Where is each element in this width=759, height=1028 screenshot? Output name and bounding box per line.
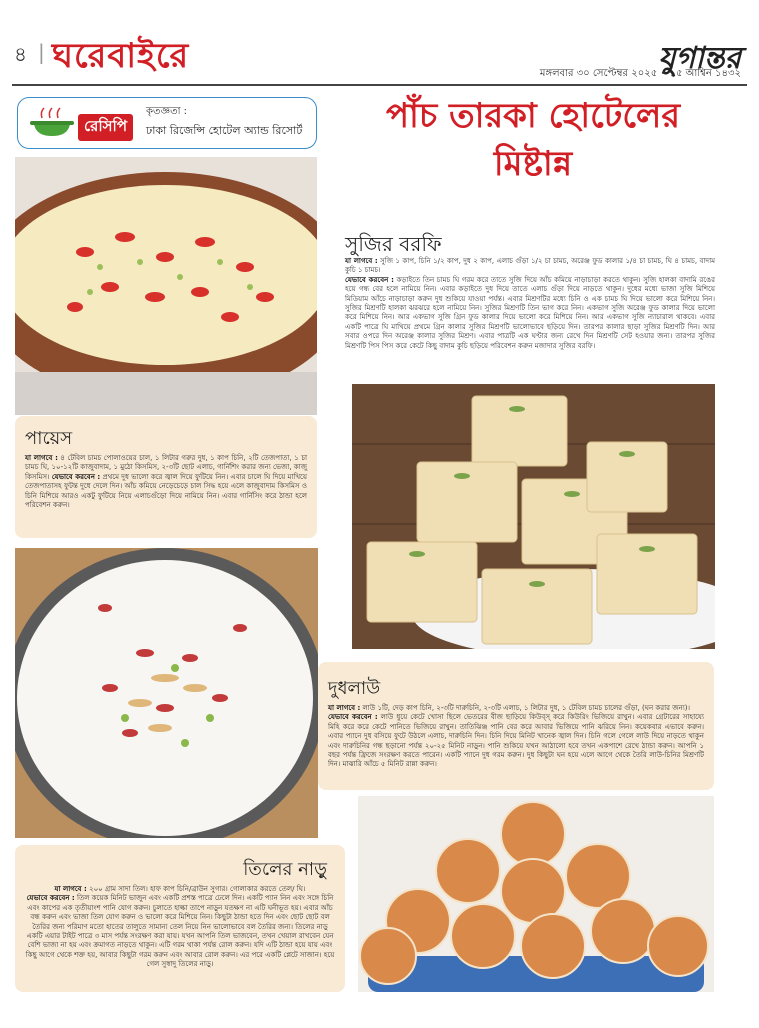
- newspaper-masthead: যুগান্তর: [658, 41, 741, 76]
- ingredients-text: লাউ ১টি, দেড় কাপ চিনি, ২-৩টি দারুচিনি, ২-৩টি এলাচ, ১ লিটার দুধ, ১ টেবিল চামচ চালের গুঁড়া, (ঘন করার জন্য)।: [362, 704, 690, 712]
- page-number: ৪: [14, 42, 27, 66]
- credit-name: ঢাকা রিজেন্সি হোটেল অ্যান্ড রিসোর্ট: [146, 124, 303, 137]
- recipe-credit-badge: [17, 97, 317, 149]
- ingredients-label: যা লাগবে :: [345, 257, 378, 265]
- til-naru-recipe-panel: [15, 845, 345, 992]
- recipe-title-payesh: পায়েস: [25, 428, 73, 449]
- dudh-lau-recipe-panel: [318, 662, 714, 790]
- dudh-lau-photo: [15, 548, 318, 838]
- section-title: ঘরেবাইরে: [52, 36, 190, 76]
- recipe-body-til-naru: [25, 885, 335, 970]
- method-label: যেভাবে করবেন :: [26, 894, 75, 903]
- method-text: তিল কয়েক মিনিট ভাজুন এবং একটি প্রশস্ত পাত্রে ঢেলে দিন। একটি প্যান নিন এবং সঙ্গে চিনি এবং কাপের এক তৃতীয়াংশ পানি যোগ করুন। চুলাতে হাল্কা তাপে নাড়ুন যতক্ষণ না এটি ঘনীভূত হয়। এবার আঁচ বন্ধ করুন এবং ভাজা তিল যোগ করুন ও ভালো করে মিশিয়ে নিন। কিছুটা ঠান্ডা হতে দিন এবং ছোট ছোট বল তৈরির জন্য পরিমাণ মতো হাতের তালুতে সামান্য তেল নিয়ে নিন ভালোভাবে বল তৈরির জন্য। তিলের নাড়ু একটি এয়ার টাইট পাত্রে ৩ মাস পর্যন্ত সংরক্ষণ করা যায়। যখন আপনি তিল ভাজবেন, তখন খেয়াল রাখবেন যেন বেশি ভাজা না হয় এবং ক্রমাগত নাড়তে থাকুন। এটি গরম থাকা পর্যন্ত রোল করুন। যদি এটি ঠান্ডা হয়ে যায় এবং কিছু আগে থেকে শক্ত হয়, আবার কিছুটা গরম করুন এবং আবার রোল করুন। এর পরে একটি প্লেটে সাজান। হয়ে গেল সুস্বাদু তিলের নাড়ু।: [25, 894, 335, 969]
- recipe-title-til-naru: তিলের নাড়ু: [243, 859, 327, 880]
- method-label: যেভাবে করবেন :: [328, 713, 378, 722]
- ingredients-label: যা লাগবে :: [25, 454, 58, 462]
- recipe-label: রেসিপি: [78, 114, 133, 141]
- headline-line-1: পাঁচ তারকা হোটেলের: [385, 96, 681, 136]
- credit-title: কৃতজ্ঞতা :: [146, 106, 188, 117]
- page-headline: [318, 92, 748, 188]
- method-label: যেভাবে করবেন :: [345, 275, 394, 284]
- ingredients-label: যা লাগবে :: [328, 704, 361, 712]
- til-naru-photo: [358, 796, 714, 992]
- ingredients-text: ২০০ গ্রাম সাদা তিল। হাফ কাপ চিনি/ব্রাউন সুগার। গোলাকার করতে তেল/ ঘি।: [89, 885, 306, 893]
- payesh-recipe-panel: [15, 416, 317, 538]
- recipe-body-dudh-lau: [328, 704, 704, 770]
- ingredients-text: ৪ টেবিল চামচ পোলাওয়ের চাল, ১ লিটার গরুর দুধ, ১ কাপ চিনি, ২টি তেজপাতা, ১ চা চামচ ঘি, ১০-১২টি কাজুবাদাম, ১ মুঠো কিসমিস, ২-৩টি ছোট এলাচ, গার্নিশিং করার জন্য ভেজা, কাজু কিসমিস।: [25, 454, 308, 481]
- payesh-photo: [15, 157, 317, 415]
- barfi-photo: [352, 384, 715, 649]
- recipe-body-payesh: [25, 454, 307, 510]
- method-text: প্রথমে দুধ ভালো করে জ্বাল দিয়ে ফুটিয়ে নিন। এবার চালে ঘি দিয়ে মাখিয়ে তেজপাতাসহ ফুটন্ত দুধে দেলে দিন। আঁচ কমিয়ে নেড়েচেড়ে চাল সিদ্ধ হয়ে এলে কাজুবাদাম কিসমিস ও চিনি মিশিয়ে আরও একটু ফুটিয়ে নিয়ে এলাচগুঁড়ো দিয়ে নামিয়ে নিন। এবার গার্নিসিং করে ঠান্ডা হলে পরিবেশন করুন।: [25, 472, 307, 510]
- recipe-title-dudh-lau: দুধলাউ: [328, 678, 381, 699]
- ingredients-label: যা লাগবে :: [54, 885, 87, 893]
- method-text: কড়াইতে তিন চামচ ঘি গরম করে তাতে সুজি দিয়ে আঁচ কমিয়ে নাড়াচাড়া করতে থাকুন। সুজি হালকা বাদামি রঙের হয়ে গন্ধ বের হলে নামিয়ে নিন। এবার কড়াইতে দুধ দিয়ে তাতে এলাচ গুঁড়া দিয়ে নাড়তে থাকুন। দুধের মধ্যে ভাজা সুজি মিশিয়ে মিডিয়াম আঁচে নাড়াচাড়া করুন দুধ শুকিয়ে যাওয়া পর্যন্ত। এবার মিশ্রণটির মধ্যে চিনি ও এক চামচ ঘি দিয়ে ভালো করে মিশিয়ে নিন। সুজির মিশ্রণটি হালকা ঝরঝরে হলে নামিয়ে নিন। সুজির মিশ্রণটি তিন ভাগ করে নিন। একভাগ সুজি অরেঞ্জ ফুড কালার দিয়ে ভালো করে মিশিয়ে নিন। আর একভাগ সুজি গ্রিন ফুড কালার দিয়ে ভালো করে মিশিয়ে নিন। আর একভাগ সুজি ন্যাচারাল থাকবে। এবার একটি পাত্রে ঘি মাখিয়ে প্রথমে গ্রিন কালার সুজির মিশ্রণটি ভালোভাবে ছড়িয়ে দিন। তারপর কালার ছাড়া সুজির মিশ্রণটি দিন। আর সবার ওপরে দিন অরেঞ্জ কালার সুজির মিশ্রণ। এবার পাত্রটি এক ঘণ্টার জন্য রেখে দিন মিশ্রণটি সেট হওয়ার জন্য। তারপর সুজির মিশ্রণটি পিস পিস করে কেটে কিছু বাদাম কুচি ছড়িয়ে পরিবেশন করুন মজাদার সুজির বরফি।: [345, 275, 716, 350]
- dateline: মঙ্গলবার ৩০ সেপ্টেম্বর ২০২৫ • ১৫ আশ্বিন ১৪৩২: [539, 68, 741, 79]
- method-text: লাউ ধুয়ে কেটে খোসা ছিলে ভেতরের বীজ ছাড়িয়ে কিউব্স্ করে কিউরিং ভিজিয়ে রাখুন। এবার গ্রেটারের সাহায্যে মিহি করে করে কেটে পানিতে ভিজিয়ে রাখুন। তাতিঝিঞ্জ পানি বের করে আবার ভিজিয়ে পানি ঝরিয়ে নিন। কয়েকবার এভাবে করুন। এবার প্যানে দুধ বসিয়ে ফুটে উঠলে এলাচ, দারুচিনি দিন। চিনি দিয়ে মিনিট খানেক জ্বাল দিন। চিনি গলে গেলে লাউ দিয়ে নাড়তে থাকুন এবং দারুচিনির গন্ধ ছড়ানো পর্যন্ত ২০-২৫ মিনিট নাড়ুন। পানি শুকিয়ে যখন আঠালো হবে তখন একপাশে রেখে ঠান্ডা করুন। আপনি ১ বছর পর্যন্ত ফ্রিজে সংরক্ষণ করতে পারেন। একটি প্যানে দুধ গরম করুন। দুধ কিছুটা ঘন হয়ে এলে আগে থেকে তৈরি লাউ-চিনির মিশ্রণটি দিন। মাঝারি আঁচে ৫ মিনিট রান্না করুন।: [328, 713, 704, 769]
- headline-line-2: মিষ্টান্ন: [493, 144, 573, 184]
- ingredients-text: সুজি ১ কাপ, চিনি ১/২ কাপ, দুধ ২ কাপ, এলাচ গুঁড়া ১/২ চা চামচ, অরেঞ্জ ফুড কালার ১/৪ চা চামচ, ঘি ৪ চামচ, বাদাম কুচি ১ চামচ।: [345, 257, 715, 275]
- method-label: যেভাবে করবেন :: [51, 472, 101, 481]
- header-separator: |: [38, 40, 45, 64]
- header-divider: [12, 84, 747, 86]
- recipe-body-barfi: [345, 257, 715, 351]
- recipe-title-barfi: সুজির বরফি: [345, 232, 442, 256]
